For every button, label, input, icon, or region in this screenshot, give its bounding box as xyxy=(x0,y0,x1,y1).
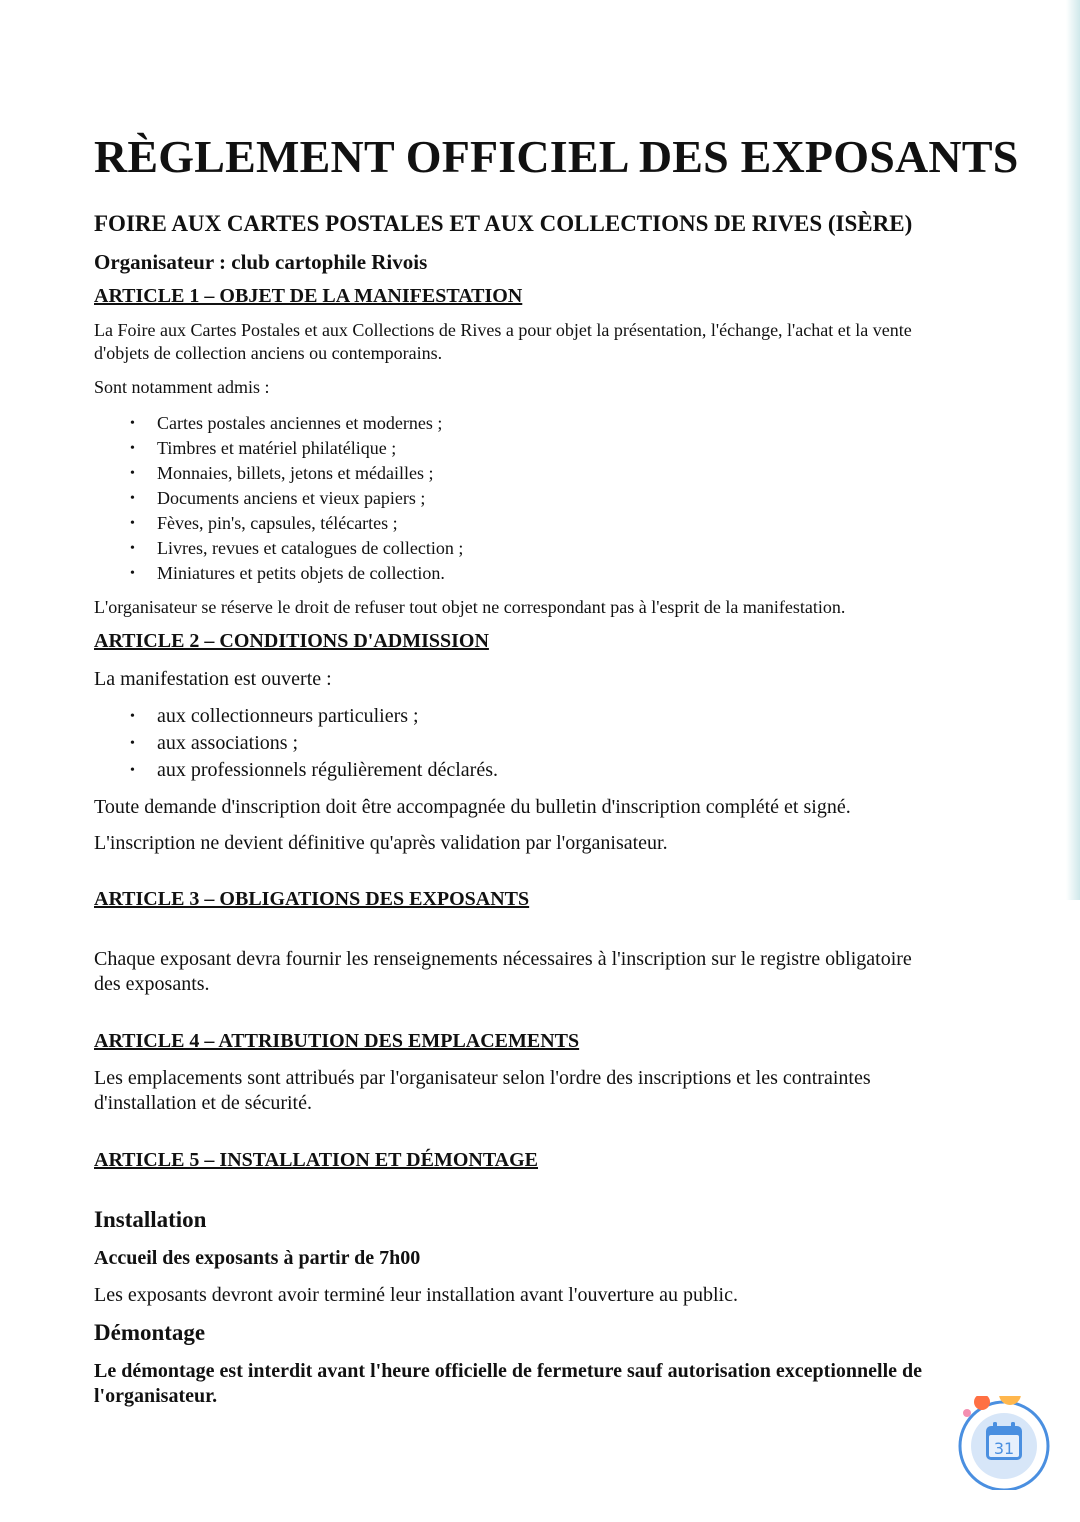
article-3-heading: ARTICLE 3 – OBLIGATIONS DES EXPOSANTS xyxy=(94,888,530,910)
article-1-note: L'organisateur se réserve le droit de refuser tout objet ne correspondant pas à l'esprit de la manifestation. xyxy=(94,597,846,617)
list-item: • Miniatures et petits objets de collection. xyxy=(130,561,463,586)
calendar-day: 31 xyxy=(993,1439,1015,1458)
list-item: • Cartes postales anciennes et modernes ; xyxy=(130,411,463,436)
document-subtitle: FOIRE AUX CARTES POSTALES ET AUX COLLECTIONS DE RIVES (ISÈRE) xyxy=(94,211,913,236)
organizer-line: Organisateur : club cartophile Rivois xyxy=(94,250,428,274)
list-item: • aux collectionneurs particuliers ; xyxy=(130,703,498,730)
list-item: • Livres, revues et catalogues de collection ; xyxy=(130,536,463,561)
list-item: • Timbres et matériel philatélique ; xyxy=(130,436,463,461)
list-item: • aux professionnels régulièrement déclarés. xyxy=(130,757,498,784)
list-item: • aux associations ; xyxy=(130,730,498,757)
article-1-heading: ARTICLE 1 – OBJET DE LA MANIFESTATION xyxy=(94,285,523,307)
article-2-intro: La manifestation est ouverte : xyxy=(94,668,332,690)
installation-heading: Installation xyxy=(94,1207,207,1232)
article-5-heading: ARTICLE 5 – INSTALLATION ET DÉMONTAGE xyxy=(94,1149,539,1171)
article-2-heading: ARTICLE 2 – CONDITIONS D'ADMISSION xyxy=(94,630,489,652)
article-1-admitted-label: Sont notamment admis : xyxy=(94,377,270,397)
calendar-badge[interactable] xyxy=(956,1396,1050,1490)
list-item: • Monnaies, billets, jetons et médailles ; xyxy=(130,461,463,486)
calendar-icon xyxy=(956,1396,1050,1490)
article-1-list xyxy=(130,411,463,586)
document-title: RÈGLEMENT OFFICIEL DES EXPOSANTS xyxy=(94,131,1019,182)
dismantling-text: Le démontage est interdit avant l'heure officielle de fermeture sauf autorisation exceptionnelle de l'organisateur. xyxy=(94,1360,922,1407)
list-item: • Documents anciens et vieux papiers ; xyxy=(130,486,463,511)
list-item: • Fèves, pin's, capsules, télécartes ; xyxy=(130,511,463,536)
article-4-text: Les emplacements sont attribués par l'organisateur selon l'ordre des inscriptions et les contraintes d'installation et de sécurité. xyxy=(94,1067,871,1114)
article-2-paragraph-2: L'inscription ne devient définitive qu'après validation par l'organisateur. xyxy=(94,832,668,854)
article-2-list xyxy=(130,703,498,784)
dismantling-heading: Démontage xyxy=(94,1320,206,1345)
scan-edge xyxy=(1066,0,1080,900)
article-1-intro: La Foire aux Cartes Postales et aux Collections de Rives a pour objet la présentation, l'échange, l'achat et la vente d'objets de collection anciens ou contemporains. xyxy=(94,320,912,363)
installation-text: Les exposants devront avoir terminé leur installation avant l'ouverture au public. xyxy=(94,1284,738,1306)
welcome-time: Accueil des exposants à partir de 7h00 xyxy=(94,1247,421,1269)
article-3-text: Chaque exposant devra fournir les renseignements nécessaires à l'inscription sur le registre obligatoire des exposants. xyxy=(94,948,912,995)
article-4-heading: ARTICLE 4 – ATTRIBUTION DES EMPLACEMENTS xyxy=(94,1030,580,1052)
article-2-paragraph-1: Toute demande d'inscription doit être accompagnée du bulletin d'inscription complété et signé. xyxy=(94,796,851,818)
